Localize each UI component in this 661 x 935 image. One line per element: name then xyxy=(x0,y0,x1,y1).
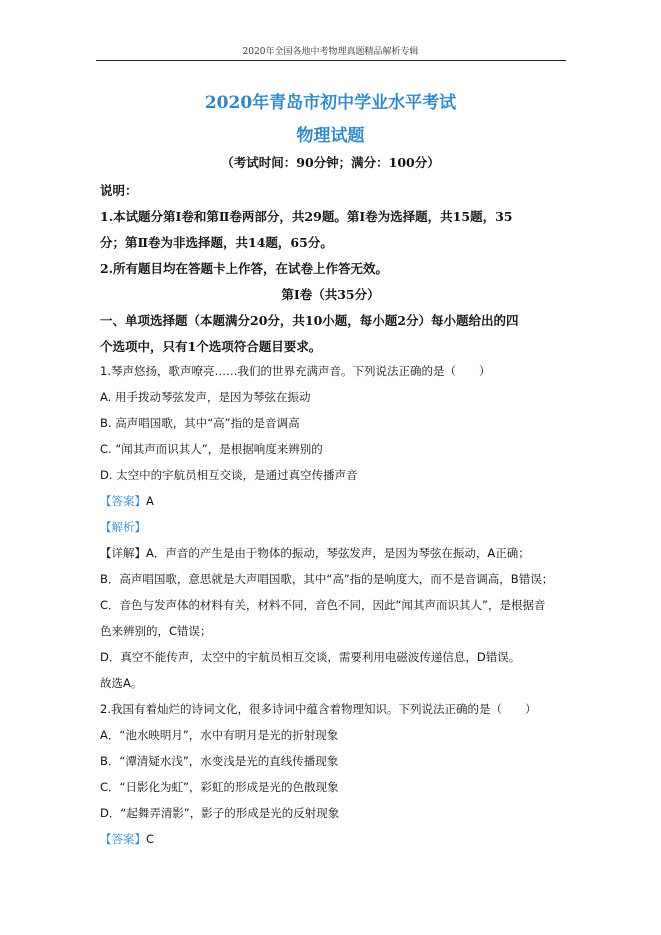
q1-detail-line-1 xyxy=(100,545,530,561)
exam-title: 2020年青岛市初中学业水平考试 xyxy=(204,93,457,113)
section-title: 第Ⅰ卷（共35分） xyxy=(281,287,380,302)
q2-option-a: A．“池水映明月”，水中有明月是光的折射现象 xyxy=(100,728,339,742)
note-1-line-2: 分；第Ⅱ卷为非选择题，共14题，65分。 xyxy=(100,235,333,250)
q2-option-d: D．“起舞弄清影”，影子的形成是光的反射现象 xyxy=(100,806,340,820)
q1-detail-line-5: D．真空不能传声，太空中的宇航员相互交谈，需要利用电磁波传递信息，D错误。 xyxy=(100,650,521,664)
q1-option-c: C. “闻其声而识其人”，是根据响度来辨别的 xyxy=(100,442,323,456)
q1-option-d: D. 太空中的宇航员相互交谈，是通过真空传播声音 xyxy=(100,468,358,482)
q1-detail-line-3: C．音色与发声体的材料有关，材料不同，音色不同，因此“闻其声而识其人”，是根据音 xyxy=(100,598,546,612)
analysis-tag: 【解析】 xyxy=(100,520,146,534)
q1-answer xyxy=(100,493,154,509)
q1-stem: 1.琴声悠扬，歌声嘹亮……我们的世界充满声音。下列说法正确的是（ ） xyxy=(100,364,491,378)
answer-tag: 【答案】 xyxy=(100,832,146,846)
page-header: 2020年全国各地中考物理真题精品解析专辑 xyxy=(242,47,419,57)
detail-text: A．声音的产生是由于物体的振动，琴弦发声，是因为琴弦在振动，A正确； xyxy=(146,546,530,560)
q1-analysis xyxy=(100,519,146,535)
q2-answer xyxy=(100,831,154,847)
q1-detail-line-2: B．高声唱国歌，意思就是大声唱国歌，其中“高”指的是响度大，而不是音调高，B错误； xyxy=(100,572,554,586)
q1-option-a: A. 用手拨动琴弦发声，是因为琴弦在振动 xyxy=(100,390,311,404)
q1-detail-line-4: 色来辨别的，C错误； xyxy=(100,624,212,638)
notes-heading: 说明： xyxy=(100,183,138,198)
q2-option-c: C．“日影化为虹”，彩虹的形成是光的色散现象 xyxy=(100,780,339,794)
section-instruction-line-2: 个选项中，只有1个选项符合题目要求。 xyxy=(100,339,322,354)
exam-info: （考试时间：90分钟；满分：100分） xyxy=(221,155,440,170)
exam-subtitle: 物理试题 xyxy=(296,126,365,146)
q2-stem: 2.我国有着灿烂的诗词文化，很多诗词中蕴含着物理知识。下列说法正确的是（ ） xyxy=(100,702,537,716)
detail-tag: 【详解】 xyxy=(100,546,146,560)
answer-tag: 【答案】 xyxy=(100,494,146,508)
q1-option-b: B. 高声唱国歌，其中“高”指的是音调高 xyxy=(100,416,300,430)
note-1-line-1: 1.本试题分第Ⅰ卷和第Ⅱ卷两部分，共29题。第Ⅰ卷为选择题，共15题，35 xyxy=(100,209,513,224)
note-2: 2.所有题目均在答题卡上作答，在试卷上作答无效。 xyxy=(100,261,389,276)
answer-value: A xyxy=(146,494,154,508)
q2-option-b: B．“潭清疑水浅”，水变浅是光的直线传播现象 xyxy=(100,754,339,768)
answer-value: C xyxy=(146,832,155,846)
header-rule xyxy=(96,60,566,61)
q1-conclusion: 故选A。 xyxy=(100,676,143,690)
section-instruction-line-1: 一、单项选择题（本题满分20分，共10小题，每小题2分）每小题给出的四 xyxy=(100,313,519,328)
